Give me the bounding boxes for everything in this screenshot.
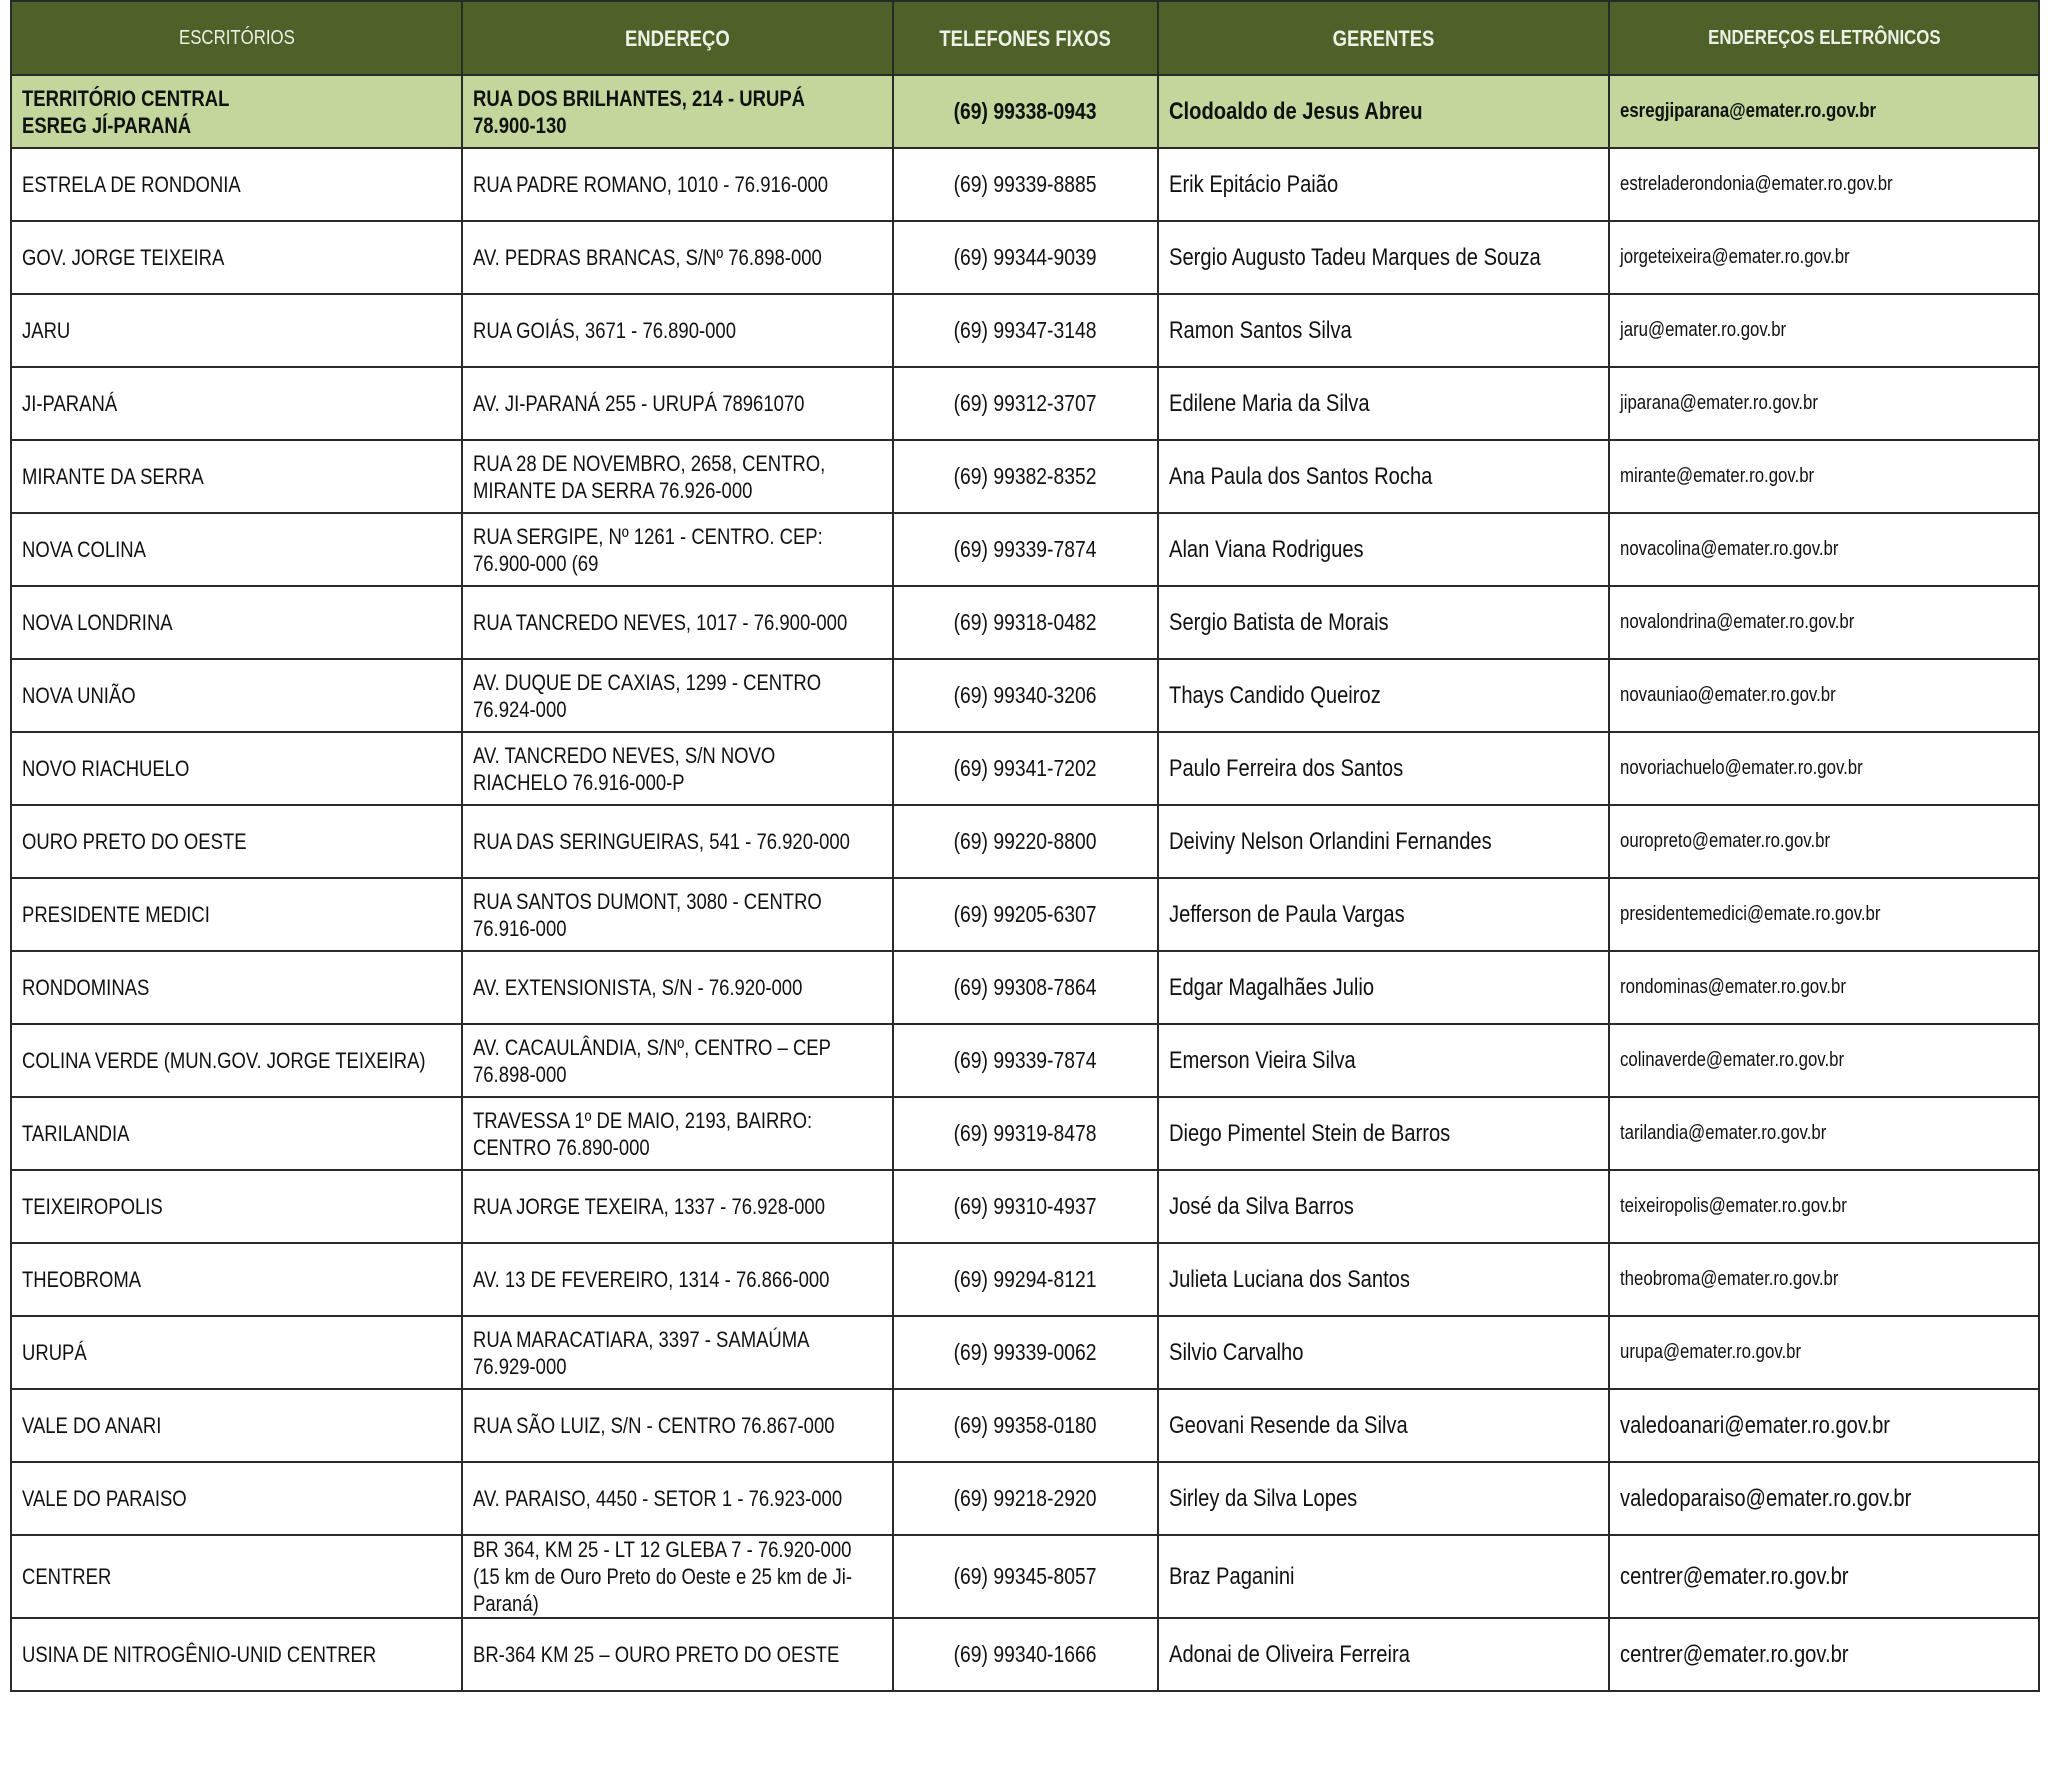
address-cell bbox=[462, 367, 893, 440]
email-cell-text[interactable]: jiparana@emater.ro.gov.br bbox=[1620, 392, 1818, 414]
address-cell bbox=[462, 1535, 893, 1618]
table-row bbox=[11, 1462, 2039, 1535]
address-cell-line: AV. 13 DE FEVEREIRO, 1314 - 76.866-000 bbox=[473, 1267, 830, 1292]
email-cell bbox=[1609, 1316, 2039, 1389]
phone-cell-text: (69) 99310-4937 bbox=[954, 1193, 1097, 1219]
phone-cell-text: (69) 99319-8478 bbox=[954, 1120, 1097, 1146]
email-cell bbox=[1609, 440, 2039, 513]
office-cell bbox=[11, 1535, 462, 1618]
address-cell-line: AV. PEDRAS BRANCAS, S/Nº 76.898-000 bbox=[473, 245, 822, 270]
phone-cell bbox=[893, 805, 1158, 878]
phone-cell bbox=[893, 1462, 1158, 1535]
phone-cell bbox=[893, 1170, 1158, 1243]
email-cell-text[interactable]: jorgeteixeira@emater.ro.gov.br bbox=[1620, 246, 1850, 268]
office-cell-line: TERRITÓRIO CENTRAL bbox=[22, 85, 230, 111]
email-cell-text[interactable]: jaru@emater.ro.gov.br bbox=[1620, 319, 1787, 341]
email-cell-text[interactable]: presidentemedici@emate.ro.gov.br bbox=[1620, 903, 1881, 925]
table-row bbox=[11, 1243, 2039, 1316]
email-cell-text[interactable]: urupa@emater.ro.gov.br bbox=[1620, 1341, 1802, 1363]
phone-cell-text: (69) 99312-3707 bbox=[954, 390, 1097, 416]
manager-cell-text: Paulo Ferreira dos Santos bbox=[1169, 754, 1404, 782]
manager-cell bbox=[1158, 513, 1609, 586]
phone-cell bbox=[893, 586, 1158, 659]
email-cell-text[interactable]: valedoparaiso@emater.ro.gov.br bbox=[1620, 1484, 1912, 1512]
address-cell-line: 76.898-000 bbox=[473, 1061, 567, 1087]
email-cell bbox=[1609, 1618, 2039, 1691]
email-cell-text[interactable]: novoriachuelo@emater.ro.gov.br bbox=[1620, 757, 1863, 779]
manager-cell bbox=[1158, 1389, 1609, 1462]
email-cell-text[interactable]: colinaverde@emater.ro.gov.br bbox=[1620, 1049, 1845, 1071]
email-cell-text[interactable]: novacolina@emater.ro.gov.br bbox=[1620, 538, 1839, 560]
email-cell-text[interactable]: novalondrina@emater.ro.gov.br bbox=[1620, 611, 1855, 633]
address-cell-line: AV. TANCREDO NEVES, S/N NOVO bbox=[473, 742, 776, 768]
phone-cell-text: (69) 99340-1666 bbox=[954, 1641, 1097, 1667]
office-cell-line: PRESIDENTE MEDICI bbox=[22, 902, 210, 927]
address-cell bbox=[462, 1170, 893, 1243]
phone-cell-text: (69) 99339-0062 bbox=[954, 1339, 1097, 1365]
manager-cell-text: Diego Pimentel Stein de Barros bbox=[1169, 1119, 1451, 1147]
office-cell bbox=[11, 951, 462, 1024]
address-cell-line: AV. CACAULÂNDIA, S/Nº, CENTRO – CEP bbox=[473, 1034, 831, 1060]
office-cell bbox=[11, 513, 462, 586]
email-cell bbox=[1609, 878, 2039, 951]
address-cell-line: RIACHELO 76.916-000-P bbox=[473, 769, 685, 795]
phone-cell-text: (69) 99294-8121 bbox=[954, 1266, 1097, 1292]
manager-cell bbox=[1158, 732, 1609, 805]
manager-cell-text: Jefferson de Paula Vargas bbox=[1169, 900, 1405, 928]
office-cell bbox=[11, 1097, 462, 1170]
address-cell-line: 76.916-000 bbox=[473, 915, 567, 941]
office-cell-line: RONDOMINAS bbox=[22, 975, 150, 1000]
table-row bbox=[11, 878, 2039, 951]
phone-cell bbox=[893, 878, 1158, 951]
phone-cell-text: (69) 99220-8800 bbox=[954, 828, 1097, 854]
phone-cell bbox=[893, 1618, 1158, 1691]
table-row bbox=[11, 951, 2039, 1024]
phone-cell-text: (69) 99339-7874 bbox=[954, 1047, 1097, 1073]
manager-cell bbox=[1158, 805, 1609, 878]
manager-cell bbox=[1158, 586, 1609, 659]
email-cell-text[interactable]: tarilandia@emater.ro.gov.br bbox=[1620, 1122, 1827, 1144]
address-cell bbox=[462, 1243, 893, 1316]
office-cell-line: ESREG JÍ-PARANÁ bbox=[22, 112, 192, 138]
manager-cell bbox=[1158, 1462, 1609, 1535]
address-cell-line: RUA DOS BRILHANTES, 214 - URUPÁ bbox=[473, 85, 805, 111]
address-cell bbox=[462, 878, 893, 951]
manager-cell-text: Sirley da Silva Lopes bbox=[1169, 1484, 1358, 1512]
email-cell bbox=[1609, 1170, 2039, 1243]
phone-cell-text: (69) 99382-8352 bbox=[954, 463, 1097, 489]
address-cell bbox=[462, 294, 893, 367]
office-cell bbox=[11, 148, 462, 221]
phone-cell bbox=[893, 294, 1158, 367]
table-row bbox=[11, 513, 2039, 586]
phone-cell-text: (69) 99218-2920 bbox=[954, 1485, 1097, 1511]
phone-cell bbox=[893, 367, 1158, 440]
manager-cell-text: Ana Paula dos Santos Rocha bbox=[1169, 462, 1433, 490]
phone-cell-text: (69) 99318-0482 bbox=[954, 609, 1097, 635]
address-cell bbox=[462, 586, 893, 659]
office-cell bbox=[11, 440, 462, 513]
manager-cell-text: Edilene Maria da Silva bbox=[1169, 389, 1370, 417]
table-row bbox=[11, 294, 2039, 367]
phone-cell-text: (69) 99339-7874 bbox=[954, 536, 1097, 562]
table-row bbox=[11, 1389, 2039, 1462]
phone-cell bbox=[893, 1316, 1158, 1389]
manager-cell bbox=[1158, 878, 1609, 951]
email-cell bbox=[1609, 221, 2039, 294]
address-cell-line: (15 km de Ouro Preto do Oeste e 25 km de Ji- bbox=[473, 1564, 853, 1589]
address-cell-line: TRAVESSA 1º DE MAIO, 2193, BAIRRO: bbox=[473, 1107, 813, 1133]
office-cell-line: OURO PRETO DO OESTE bbox=[22, 829, 247, 854]
email-cell bbox=[1609, 659, 2039, 732]
phone-cell-text: (69) 99358-0180 bbox=[954, 1412, 1097, 1438]
phone-cell-text: (69) 99344-9039 bbox=[954, 244, 1097, 270]
email-cell bbox=[1609, 1389, 2039, 1462]
email-cell bbox=[1609, 732, 2039, 805]
office-cell bbox=[11, 659, 462, 732]
address-cell-line: MIRANTE DA SERRA 76.926-000 bbox=[473, 477, 753, 503]
email-cell-text[interactable]: centrer@emater.ro.gov.br bbox=[1620, 1640, 1849, 1668]
office-cell bbox=[11, 221, 462, 294]
office-cell bbox=[11, 1024, 462, 1097]
address-cell-line: AV. DUQUE DE CAXIAS, 1299 - CENTRO bbox=[473, 669, 822, 695]
manager-cell-text: Ramon Santos Silva bbox=[1169, 316, 1352, 344]
email-cell-text[interactable]: ouropreto@emater.ro.gov.br bbox=[1620, 830, 1831, 852]
email-cell bbox=[1609, 1243, 2039, 1316]
office-cell bbox=[11, 1243, 462, 1316]
table-row bbox=[11, 1316, 2039, 1389]
address-cell-line: RUA PADRE ROMANO, 1010 - 76.916-000 bbox=[473, 172, 829, 197]
table-row bbox=[11, 1618, 2039, 1691]
phone-cell bbox=[893, 221, 1158, 294]
address-cell bbox=[462, 1097, 893, 1170]
header-phones: TELEFONES FIXOS bbox=[893, 1, 1158, 75]
phone-cell bbox=[893, 1243, 1158, 1316]
manager-cell-text: Emerson Vieira Silva bbox=[1169, 1046, 1356, 1074]
table-row bbox=[11, 1097, 2039, 1170]
manager-cell-text: Adonai de Oliveira Ferreira bbox=[1169, 1640, 1410, 1668]
manager-cell bbox=[1158, 294, 1609, 367]
phone-cell bbox=[893, 513, 1158, 586]
phone-cell-text: (69) 99340-3206 bbox=[954, 682, 1097, 708]
email-cell bbox=[1609, 1462, 2039, 1535]
manager-cell-text: Julieta Luciana dos Santos bbox=[1169, 1265, 1410, 1293]
phone-cell-text: (69) 99345-8057 bbox=[954, 1563, 1097, 1589]
office-cell bbox=[11, 1618, 462, 1691]
manager-cell-text: Clodoaldo de Jesus Abreu bbox=[1169, 97, 1423, 125]
address-cell-line: RUA JORGE TEXEIRA, 1337 - 76.928-000 bbox=[473, 1194, 825, 1219]
manager-cell bbox=[1158, 1535, 1609, 1618]
email-cell bbox=[1609, 1097, 2039, 1170]
phone-cell-text: (69) 99338-0943 bbox=[954, 98, 1097, 124]
manager-cell-text: Edgar Magalhães Julio bbox=[1169, 973, 1375, 1001]
manager-cell bbox=[1158, 1316, 1609, 1389]
office-cell bbox=[11, 75, 462, 148]
address-cell bbox=[462, 440, 893, 513]
office-cell-line: URUPÁ bbox=[22, 1340, 87, 1365]
address-cell-line: RUA 28 DE NOVEMBRO, 2658, CENTRO, bbox=[473, 450, 826, 476]
manager-cell-text: Geovani Resende da Silva bbox=[1169, 1411, 1408, 1439]
address-cell-line: AV. JI-PARANÁ 255 - URUPÁ 78961070 bbox=[473, 391, 805, 416]
phone-cell-text: (69) 99339-8885 bbox=[954, 171, 1097, 197]
address-cell-line: RUA DAS SERINGUEIRAS, 541 - 76.920-000 bbox=[473, 829, 850, 854]
office-cell bbox=[11, 1316, 462, 1389]
email-cell-text[interactable]: centrer@emater.ro.gov.br bbox=[1620, 1562, 1849, 1590]
phone-cell-text: (69) 99347-3148 bbox=[954, 317, 1097, 343]
office-cell-line: VALE DO ANARI bbox=[22, 1413, 162, 1438]
table-row bbox=[11, 367, 2039, 440]
office-cell-line: TARILANDIA bbox=[22, 1121, 130, 1146]
address-cell-line: CENTRO 76.890-000 bbox=[473, 1134, 650, 1160]
address-cell-line: Paraná) bbox=[473, 1591, 539, 1616]
manager-cell bbox=[1158, 1618, 1609, 1691]
manager-cell bbox=[1158, 367, 1609, 440]
email-cell bbox=[1609, 586, 2039, 659]
office-cell-line: CENTRER bbox=[22, 1564, 112, 1589]
phone-cell-text: (69) 99308-7864 bbox=[954, 974, 1097, 1000]
header-row bbox=[11, 1, 2039, 75]
office-cell-line: NOVO RIACHUELO bbox=[22, 756, 190, 781]
phone-cell-text: (69) 99205-6307 bbox=[954, 901, 1097, 927]
office-cell-line: ESTRELA DE RONDONIA bbox=[22, 172, 241, 197]
email-cell bbox=[1609, 367, 2039, 440]
offices-table bbox=[10, 0, 2040, 1692]
email-cell-text[interactable]: rondominas@emater.ro.gov.br bbox=[1620, 976, 1846, 998]
office-cell bbox=[11, 732, 462, 805]
table-row bbox=[11, 805, 2039, 878]
office-cell bbox=[11, 878, 462, 951]
manager-cell bbox=[1158, 221, 1609, 294]
office-cell bbox=[11, 805, 462, 878]
address-cell-line: RUA SÃO LUIZ, S/N - CENTRO 76.867-000 bbox=[473, 1413, 835, 1438]
phone-cell bbox=[893, 148, 1158, 221]
manager-cell bbox=[1158, 1024, 1609, 1097]
manager-cell bbox=[1158, 75, 1609, 148]
manager-cell-text: Thays Candido Queiroz bbox=[1169, 681, 1381, 709]
address-cell-line: RUA MARACATIARA, 3397 - SAMAÚMA bbox=[473, 1326, 810, 1352]
manager-cell-text: Sergio Batista de Morais bbox=[1169, 608, 1389, 636]
header-offices: ESCRITÓRIOS bbox=[11, 1, 462, 75]
address-cell bbox=[462, 148, 893, 221]
phone-cell-text: (69) 99341-7202 bbox=[954, 755, 1097, 781]
address-cell-line: BR 364, KM 25 - LT 12 GLEBA 7 - 76.920-000 bbox=[473, 1537, 852, 1562]
manager-cell bbox=[1158, 1097, 1609, 1170]
header-address: ENDEREÇO bbox=[462, 1, 893, 75]
office-cell bbox=[11, 1462, 462, 1535]
table-row bbox=[11, 659, 2039, 732]
phone-cell bbox=[893, 659, 1158, 732]
office-cell-line: TEIXEIROPOLIS bbox=[22, 1194, 163, 1219]
address-cell bbox=[462, 1618, 893, 1691]
manager-cell bbox=[1158, 1170, 1609, 1243]
email-cell-text[interactable]: estreladerondonia@emater.ro.gov.br bbox=[1620, 173, 1893, 195]
table-row bbox=[11, 1024, 2039, 1097]
email-cell bbox=[1609, 148, 2039, 221]
address-cell-line: RUA SANTOS DUMONT, 3080 - CENTRO bbox=[473, 888, 822, 914]
manager-cell bbox=[1158, 951, 1609, 1024]
table-row bbox=[11, 440, 2039, 513]
address-cell-line: AV. PARAISO, 4450 - SETOR 1 - 76.923-000 bbox=[473, 1486, 843, 1511]
email-cell bbox=[1609, 294, 2039, 367]
office-cell-line: NOVA COLINA bbox=[22, 537, 146, 562]
phone-cell bbox=[893, 75, 1158, 148]
office-cell-line: GOV. JORGE TEIXEIRA bbox=[22, 245, 225, 270]
manager-cell-text: Erik Epitácio Paião bbox=[1169, 170, 1339, 198]
address-cell bbox=[462, 513, 893, 586]
table-row bbox=[11, 732, 2039, 805]
address-cell-line: RUA TANCREDO NEVES, 1017 - 76.900-000 bbox=[473, 610, 848, 635]
manager-cell-text: Deiviny Nelson Orlandini Fernandes bbox=[1169, 827, 1492, 855]
address-cell bbox=[462, 1462, 893, 1535]
address-cell-line: BR-364 KM 25 – OURO PRETO DO OESTE bbox=[473, 1642, 840, 1667]
phone-cell bbox=[893, 1024, 1158, 1097]
address-cell bbox=[462, 951, 893, 1024]
email-cell-text[interactable]: novauniao@emater.ro.gov.br bbox=[1620, 684, 1836, 706]
email-cell bbox=[1609, 951, 2039, 1024]
address-cell bbox=[462, 659, 893, 732]
address-cell-line: 76.924-000 bbox=[473, 696, 567, 722]
office-cell-line: THEOBROMA bbox=[22, 1267, 142, 1292]
address-cell bbox=[462, 805, 893, 878]
phone-cell bbox=[893, 732, 1158, 805]
phone-cell bbox=[893, 951, 1158, 1024]
manager-cell bbox=[1158, 440, 1609, 513]
manager-cell-text: Silvio Carvalho bbox=[1169, 1338, 1304, 1366]
email-cell-text[interactable]: mirante@emater.ro.gov.br bbox=[1620, 465, 1815, 487]
address-cell-line: 76.900-000 (69 bbox=[473, 550, 599, 576]
office-cell-line: MIRANTE DA SERRA bbox=[22, 464, 204, 489]
office-cell-line: USINA DE NITROGÊNIO-UNID CENTRER bbox=[22, 1642, 377, 1667]
phone-cell bbox=[893, 440, 1158, 513]
address-cell bbox=[462, 75, 893, 148]
table-row bbox=[11, 75, 2039, 148]
address-cell-line: 76.929-000 bbox=[473, 1353, 567, 1379]
office-cell bbox=[11, 1389, 462, 1462]
manager-cell-text: Braz Paganini bbox=[1169, 1562, 1295, 1590]
office-cell bbox=[11, 367, 462, 440]
manager-cell-text: Sergio Augusto Tadeu Marques de Souza bbox=[1169, 243, 1541, 271]
office-cell-line: NOVA UNIÃO bbox=[22, 683, 136, 708]
address-cell bbox=[462, 1024, 893, 1097]
table-row bbox=[11, 148, 2039, 221]
phone-cell bbox=[893, 1535, 1158, 1618]
office-cell bbox=[11, 586, 462, 659]
office-cell-line: VALE DO PARAISO bbox=[22, 1486, 187, 1511]
manager-cell-text: Alan Viana Rodrigues bbox=[1169, 535, 1364, 563]
office-cell-line: COLINA VERDE (MUN.GOV. JORGE TEIXEIRA) bbox=[22, 1048, 426, 1073]
email-cell bbox=[1609, 75, 2039, 148]
phone-cell bbox=[893, 1097, 1158, 1170]
table-row bbox=[11, 221, 2039, 294]
email-cell bbox=[1609, 805, 2039, 878]
address-cell bbox=[462, 732, 893, 805]
address-cell-line: RUA GOIÁS, 3671 - 76.890-000 bbox=[473, 318, 736, 343]
manager-cell bbox=[1158, 659, 1609, 732]
address-cell-line: RUA SERGIPE, Nº 1261 - CENTRO. CEP: bbox=[473, 523, 823, 549]
manager-cell bbox=[1158, 1243, 1609, 1316]
address-cell-line: AV. EXTENSIONISTA, S/N - 76.920-000 bbox=[473, 975, 803, 1000]
manager-cell bbox=[1158, 148, 1609, 221]
office-cell bbox=[11, 294, 462, 367]
email-cell-text[interactable]: theobroma@emater.ro.gov.br bbox=[1620, 1268, 1839, 1290]
office-cell-line: JI-PARANÁ bbox=[22, 391, 118, 416]
address-cell-line: 78.900-130 bbox=[473, 112, 567, 138]
office-cell-line: JARU bbox=[22, 318, 71, 343]
header-managers: GERENTES bbox=[1158, 1, 1609, 75]
address-cell bbox=[462, 1389, 893, 1462]
table-row bbox=[11, 1535, 2039, 1618]
header-emails: ENDEREÇOS ELETRÔNICOS bbox=[1609, 1, 2039, 75]
email-cell bbox=[1609, 1024, 2039, 1097]
email-cell bbox=[1609, 513, 2039, 586]
manager-cell-text: José da Silva Barros bbox=[1169, 1192, 1354, 1220]
address-cell bbox=[462, 221, 893, 294]
address-cell bbox=[462, 1316, 893, 1389]
office-cell-line: NOVA LONDRINA bbox=[22, 610, 173, 635]
table-row bbox=[11, 586, 2039, 659]
office-cell bbox=[11, 1170, 462, 1243]
phone-cell bbox=[893, 1389, 1158, 1462]
email-cell bbox=[1609, 1535, 2039, 1618]
email-cell-text[interactable]: esregjiparana@emater.ro.gov.br bbox=[1620, 100, 1877, 122]
email-cell-text[interactable]: teixeiropolis@emater.ro.gov.br bbox=[1620, 1195, 1847, 1217]
table-row bbox=[11, 1170, 2039, 1243]
email-cell-text[interactable]: valedoanari@emater.ro.gov.br bbox=[1620, 1411, 1890, 1439]
